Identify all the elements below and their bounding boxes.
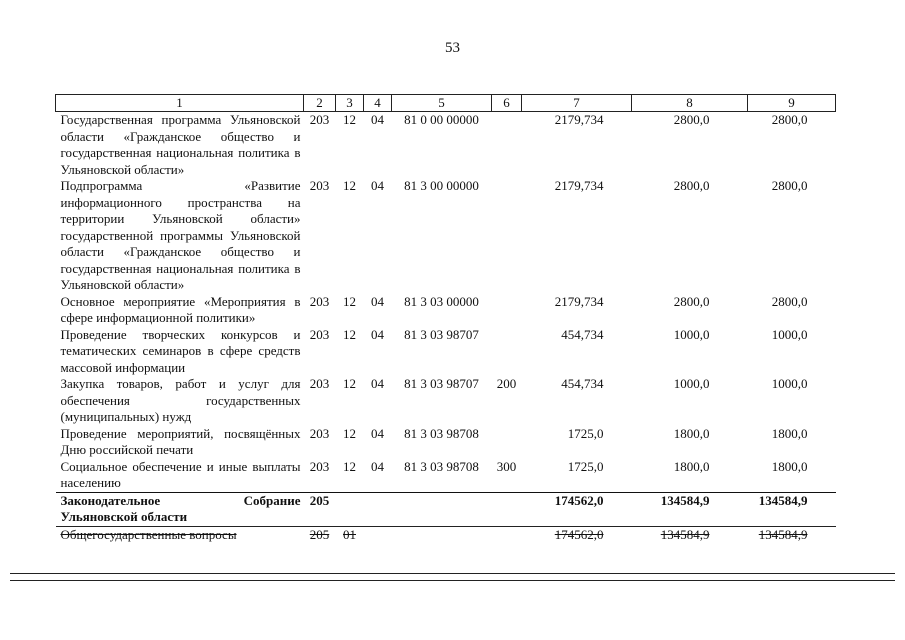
cell-col6 — [492, 426, 522, 459]
budget-table — [55, 94, 836, 543]
table-row — [56, 178, 836, 294]
cell-col4: 04 — [371, 458, 384, 474]
cell-col4: 04 — [371, 112, 384, 127]
cell-col2: 203 — [309, 112, 330, 127]
cell-col8: 1800,0 — [673, 425, 710, 441]
cell-col5 — [392, 492, 492, 526]
column-header: 6 — [492, 95, 522, 112]
row-name: Подпрограмма «Развитие информационного пространства на территории Ульяновской области» государственной программы Ульяновской области «Гражданское общество и государственная национальная политика в Ульяновской области» — [60, 178, 301, 292]
cell-col8: 2800,0 — [673, 112, 710, 127]
cell-col5: 81 3 00 00000 — [404, 178, 479, 193]
cell-col5 — [392, 526, 492, 543]
cell-col6 — [492, 294, 522, 327]
cell-col4: 04 — [371, 425, 384, 441]
cell-col2: 203 — [309, 458, 330, 474]
column-header: 5 — [392, 95, 492, 112]
cell-col6: 300 — [496, 458, 517, 474]
cell-col5: 81 3 03 98707 — [404, 376, 479, 391]
cell-col7: 174562,0 — [522, 492, 632, 526]
cell-col7: 174562,0 — [522, 526, 632, 543]
row-name: Проведение творческих конкурсов и тематических семинаров в сфере средств массовой информации — [60, 326, 301, 375]
cell-col2: 203 — [309, 376, 330, 391]
column-header: 3 — [336, 95, 364, 112]
cell-col9: 1800,0 — [771, 425, 808, 441]
cell-col6: 200 — [496, 376, 517, 391]
table-row — [56, 376, 836, 426]
cell-col7: 2179,734 — [554, 178, 604, 193]
cell-col6 — [492, 327, 522, 377]
cell-col7: 2179,734 — [554, 112, 604, 127]
scan-rule-line — [10, 573, 895, 574]
cell-col5: 81 3 03 00000 — [404, 293, 479, 309]
cell-col5: 81 3 03 98707 — [404, 326, 479, 342]
cell-col8: 2800,0 — [673, 178, 710, 193]
table-row — [56, 112, 836, 179]
cell-col9: 2800,0 — [771, 293, 808, 309]
page-number: 53 — [445, 40, 460, 56]
cell-col7: 454,734 — [561, 326, 604, 342]
cell-col3: 12 — [343, 376, 356, 391]
cell-col3 — [336, 492, 364, 526]
cell-col9: 1000,0 — [771, 376, 808, 391]
row-name: Государственная программа Ульяновской области «Гражданское общество и государственная национальная политика в Ульяновской области» — [60, 112, 301, 177]
cell-col9: 134584,9 — [748, 492, 836, 526]
cell-col9: 2800,0 — [771, 178, 808, 193]
cell-col3: 12 — [343, 112, 356, 127]
cell-col4: 04 — [371, 376, 384, 391]
cell-col6 — [492, 178, 522, 294]
table-row — [56, 294, 836, 327]
header-row — [56, 95, 836, 112]
column-header: 1 — [56, 95, 304, 112]
column-header: 8 — [632, 95, 748, 112]
cell-col2: 205 — [304, 492, 336, 526]
cell-col8: 134584,9 — [632, 492, 748, 526]
cell-col2: 203 — [309, 293, 330, 309]
cell-col4: 04 — [371, 326, 384, 342]
cell-col3: 12 — [343, 178, 356, 193]
cell-col7: 1725,0 — [567, 458, 604, 474]
table-row — [56, 426, 836, 459]
column-header: 9 — [748, 95, 836, 112]
cell-col6 — [492, 526, 522, 543]
cell-col7: 1725,0 — [567, 425, 604, 441]
cell-col9: 1000,0 — [771, 326, 808, 342]
row-name: Общегосударственные вопросы — [56, 526, 304, 543]
cell-col7: 454,734 — [561, 376, 604, 391]
cell-col8: 1800,0 — [673, 458, 710, 474]
cell-col8: 134584,9 — [632, 526, 748, 543]
cell-col4 — [364, 526, 392, 543]
cell-col6 — [492, 492, 522, 526]
column-header: 4 — [364, 95, 392, 112]
table-row — [56, 526, 836, 543]
cell-col5: 81 0 00 00000 — [404, 112, 479, 127]
cell-col2: 203 — [309, 326, 330, 342]
cell-col4 — [364, 492, 392, 526]
cell-col3: 12 — [343, 458, 356, 474]
table-row — [56, 327, 836, 377]
row-name: Проведение мероприятий, посвящённых Дню российской печати — [60, 425, 301, 457]
row-name: Основное мероприятие «Мероприятия в сфере информационной политики» — [60, 293, 301, 325]
cell-col3: 01 — [336, 526, 364, 543]
column-header: 7 — [522, 95, 632, 112]
cell-col3: 12 — [343, 425, 356, 441]
cell-col8: 1000,0 — [673, 376, 710, 391]
cell-col2: 205 — [304, 526, 336, 543]
table-row — [56, 459, 836, 493]
cell-col5: 81 3 03 98708 — [404, 458, 479, 474]
table-row-section-total — [56, 492, 836, 526]
cell-col8: 1000,0 — [673, 326, 710, 342]
cell-col2: 203 — [309, 178, 330, 193]
cell-col6 — [492, 112, 522, 179]
cell-col3: 12 — [343, 293, 356, 309]
cell-col2: 203 — [309, 425, 330, 441]
cell-col9: 134584,9 — [748, 526, 836, 543]
column-header: 2 — [304, 95, 336, 112]
cell-col4: 04 — [371, 178, 384, 193]
cell-col9: 1800,0 — [771, 458, 808, 474]
cell-col4: 04 — [371, 293, 384, 309]
cell-col3: 12 — [343, 326, 356, 342]
row-name: Закупка товаров, работ и услуг для обеспечения государственных (муниципальных) нужд — [60, 376, 301, 424]
row-name: Законодательное Собрание Ульяновской области — [56, 492, 304, 526]
cell-col7: 2179,734 — [554, 293, 604, 309]
scan-rule-line — [10, 580, 895, 581]
row-name: Социальное обеспечение и иные выплаты населению — [60, 458, 301, 490]
cell-col8: 2800,0 — [673, 293, 710, 309]
cell-col9: 2800,0 — [771, 112, 808, 127]
cell-col5: 81 3 03 98708 — [404, 425, 479, 441]
